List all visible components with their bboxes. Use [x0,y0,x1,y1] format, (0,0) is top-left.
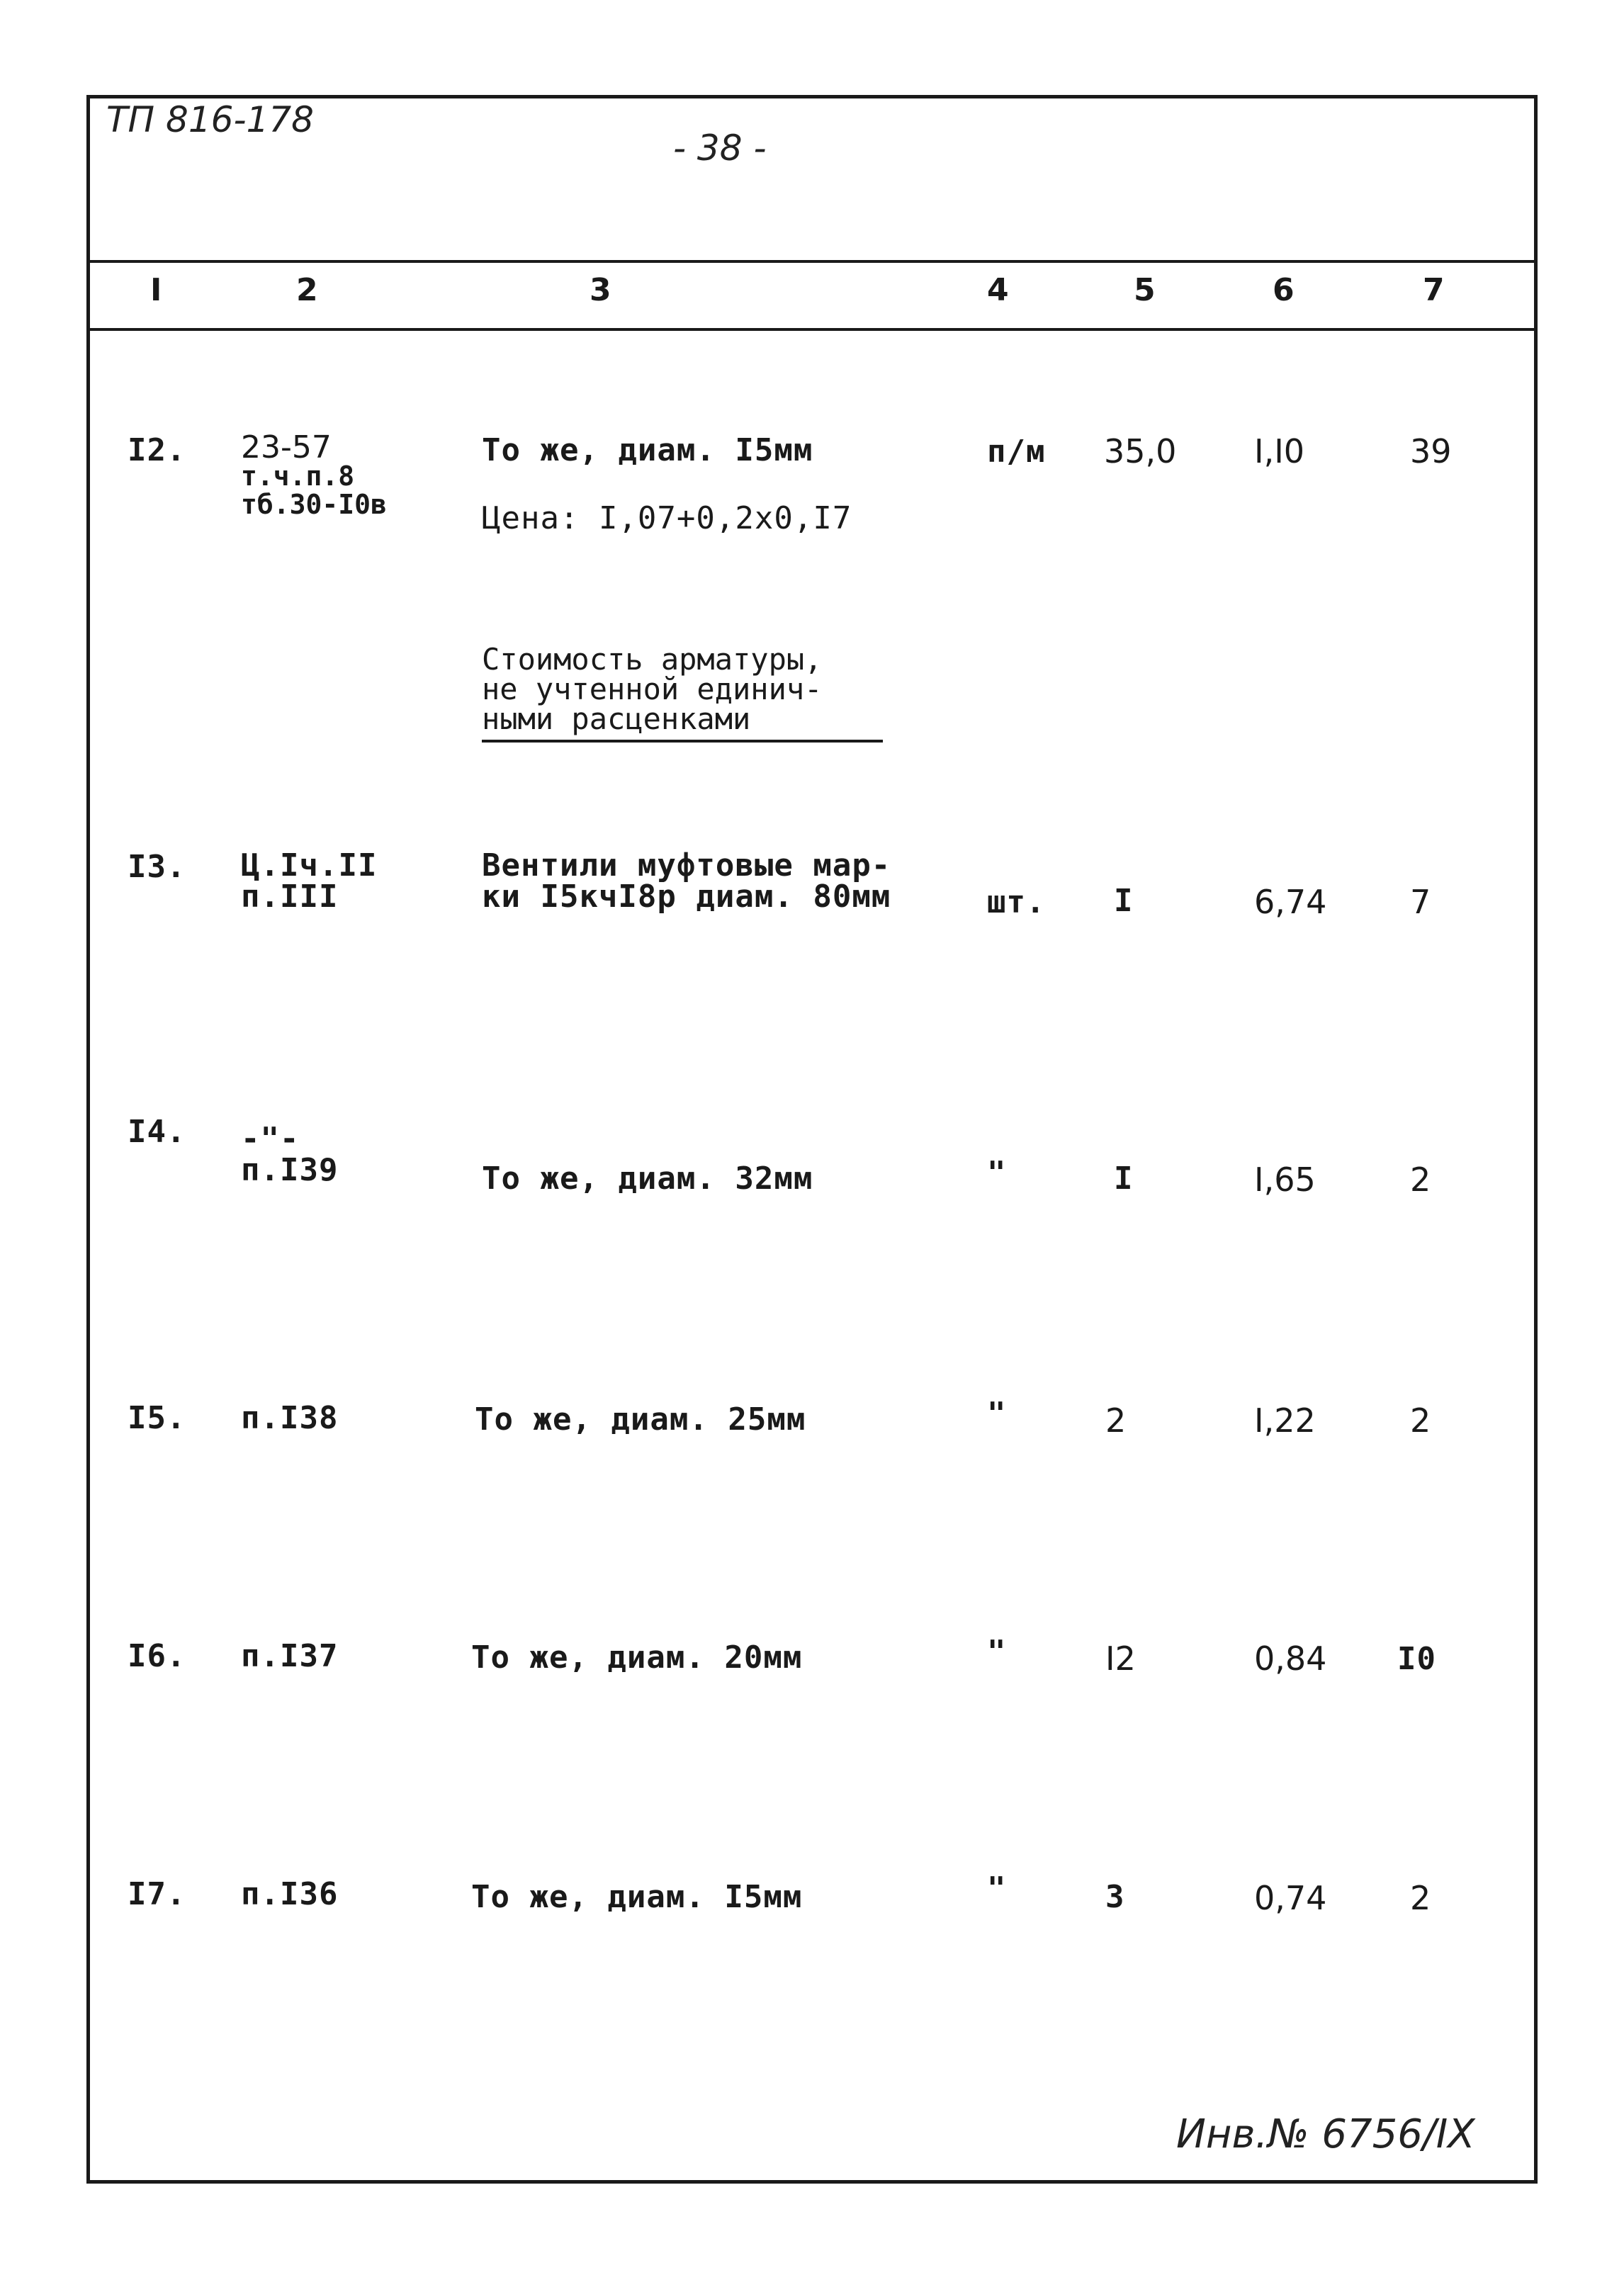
row-unit-price: 0,84 [1254,1639,1327,1678]
row-total: 7 [1410,883,1431,921]
row-number: I5. [128,1400,186,1436]
row-reference: Ц.Iч.II п.III [241,847,378,915]
column-header-4: 4 [987,272,1009,308]
column-header-2: 2 [296,272,318,308]
row-description: То же, диам. 20мм [471,1639,803,1676]
row-number: I6. [128,1638,186,1674]
row-unit-price: 6,74 [1254,883,1327,921]
row-unit-price: 0,74 [1254,1879,1327,1917]
row-unit-price: I,I0 [1254,432,1305,470]
row-reference: -"- п.I39 [241,1121,339,1188]
row-number: I4. [128,1114,186,1150]
row-total: I0 [1397,1641,1436,1677]
column-header-1: I [150,272,162,308]
row-reference: 23-57 т.ч.п.8 тб.30-I0в [241,429,387,520]
row-unit: п/м [987,434,1046,470]
row-reference: п.I38 [241,1400,339,1436]
row-quantity: I [1114,1161,1134,1197]
row-total: 2 [1410,1879,1431,1917]
row-description: То же, диам. I5мм Цена: I,07+0,2х0,I7 [482,432,852,536]
row-unit: " [987,1870,1007,1907]
row-unit: " [987,1155,1007,1191]
row-total: 2 [1410,1401,1431,1440]
row-total: 39 [1410,432,1452,470]
row-reference: п.I37 [241,1638,339,1674]
column-header-7: 7 [1423,272,1445,308]
row-unit: " [987,1634,1007,1670]
row-quantity: 35,0 [1104,432,1177,470]
row-total: 2 [1410,1161,1431,1199]
row-description: То же, диам. 32мм [482,1161,813,1197]
row-unit-price: I,65 [1254,1161,1316,1199]
section-heading: Стоимость арматуры, не учтенной единич- ными расценками [482,645,883,743]
row-unit: шт. [987,884,1046,920]
row-quantity: 2 [1105,1401,1127,1440]
document-code: ТП 816-178 [106,99,314,140]
row-description: То же, диам. 25мм [475,1401,806,1438]
row-number: I3. [128,849,186,885]
column-header-6: 6 [1273,272,1295,308]
header-divider [90,260,1534,263]
page-number: - 38 - [673,128,767,169]
row-quantity: I2 [1105,1639,1136,1678]
row-unit: " [987,1396,1007,1432]
column-header-5: 5 [1134,272,1156,308]
inventory-number: Инв.№ 6756/IX [1176,2111,1475,2157]
row-unit-price: I,22 [1254,1401,1316,1440]
row-description: Вентили муфтовые мар- ки I5кчI8р диам. 80мм [482,847,891,915]
column-header-3: 3 [590,272,611,308]
row-description: То же, диам. I5мм [471,1879,803,1915]
row-reference: п.I36 [241,1876,339,1912]
row-quantity: I [1114,883,1134,919]
row-number: I2. [128,432,186,468]
row-number: I7. [128,1876,186,1912]
row-quantity: 3 [1105,1879,1125,1915]
column-header-divider [90,328,1534,331]
